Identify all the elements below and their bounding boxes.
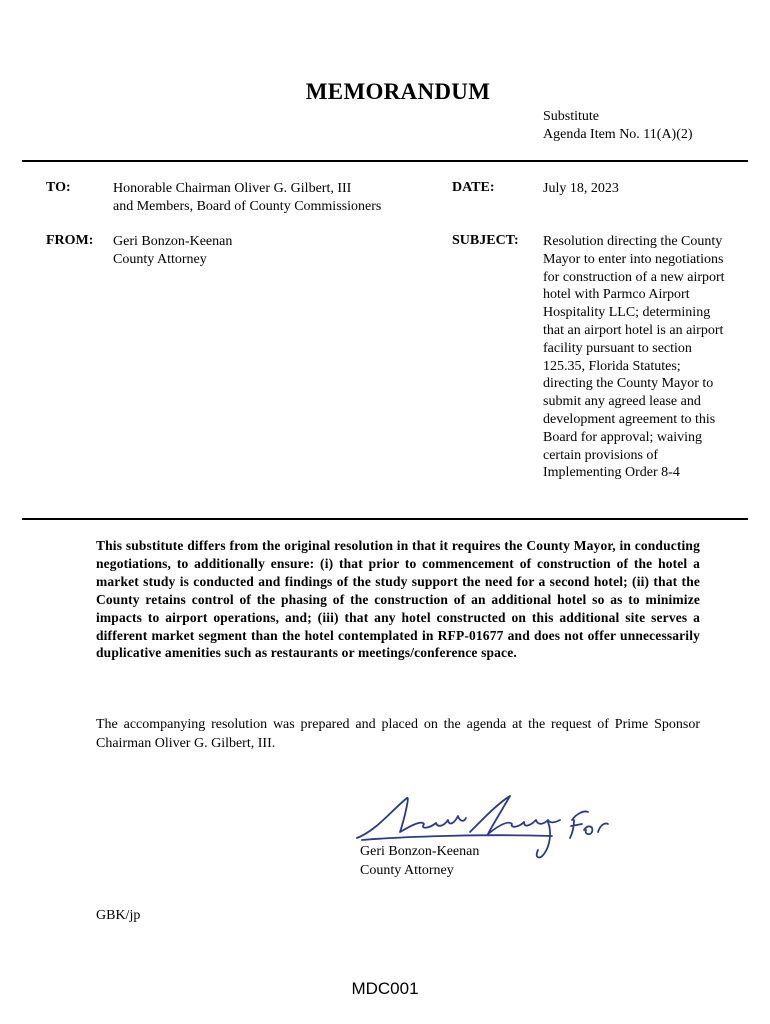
substitute-label: Substitute (543, 109, 600, 124)
to-line-1: Honorable Chairman Oliver G. Gilbert, III (113, 181, 352, 196)
subject-text: Resolution directing the County Mayor to enter into negotiations for construction of a new airport hotel with Parmco Airport Hospitality LLC; determining that an airport hotel is an airport facility pursuant to section 125.35, Florida Statutes; directing the County Mayor to submit any agreed lease and development agreement to this Board for approval; waiving certain provisions of Implementing Order 8-4 (543, 234, 725, 481)
body-paragraph: The accompanying resolution was prepared and placed on the agenda at the request of Prime Sponsor Chairman Oliver G. Gilbert, III. (96, 717, 700, 751)
page-footer-code: MDC001 (351, 979, 419, 998)
from-line-2: County Attorney (113, 252, 207, 267)
memo-title: MEMORANDUM (305, 79, 491, 104)
signatory-block (360, 842, 479, 880)
typist-initials: GBK/jp (96, 908, 141, 923)
to-line-2: and Members, Board of County Commissioners (113, 199, 382, 214)
header-divider (22, 160, 748, 162)
signatory-title: County Attorney (360, 863, 454, 878)
from-label: FROM: (46, 233, 94, 248)
substitute-note: This substitute differs from the original resolution in that it requires the County Mayor, in conducting negotiations, to additionally ensure: (i) that prior to commencement of construction of the hotel a market study is conducted and findings of the study support the need for a second hotel; (ii) that the County retains control of the phasing of the construction of an additional hotel so as to minimize impacts to airport operations, and; (iii) that any hotel constructed on this additional site serves a different market segment than the hotel contemplated in RFP-01677 and does not offer unnecessarily duplicative amenities such as restaurants or meetings/conference space. (96, 538, 700, 661)
signatory-name: Geri Bonzon-Keenan (360, 844, 480, 859)
subject-divider (22, 518, 748, 520)
agenda-item-number: Agenda Item No. 11(A)(2) (543, 127, 693, 142)
subject-label: SUBJECT: (452, 233, 519, 248)
from-line-1: Geri Bonzon-Keenan (113, 234, 233, 249)
to-label: TO: (46, 180, 71, 195)
date-value: July 18, 2023 (543, 181, 619, 196)
date-label: DATE: (452, 180, 495, 195)
